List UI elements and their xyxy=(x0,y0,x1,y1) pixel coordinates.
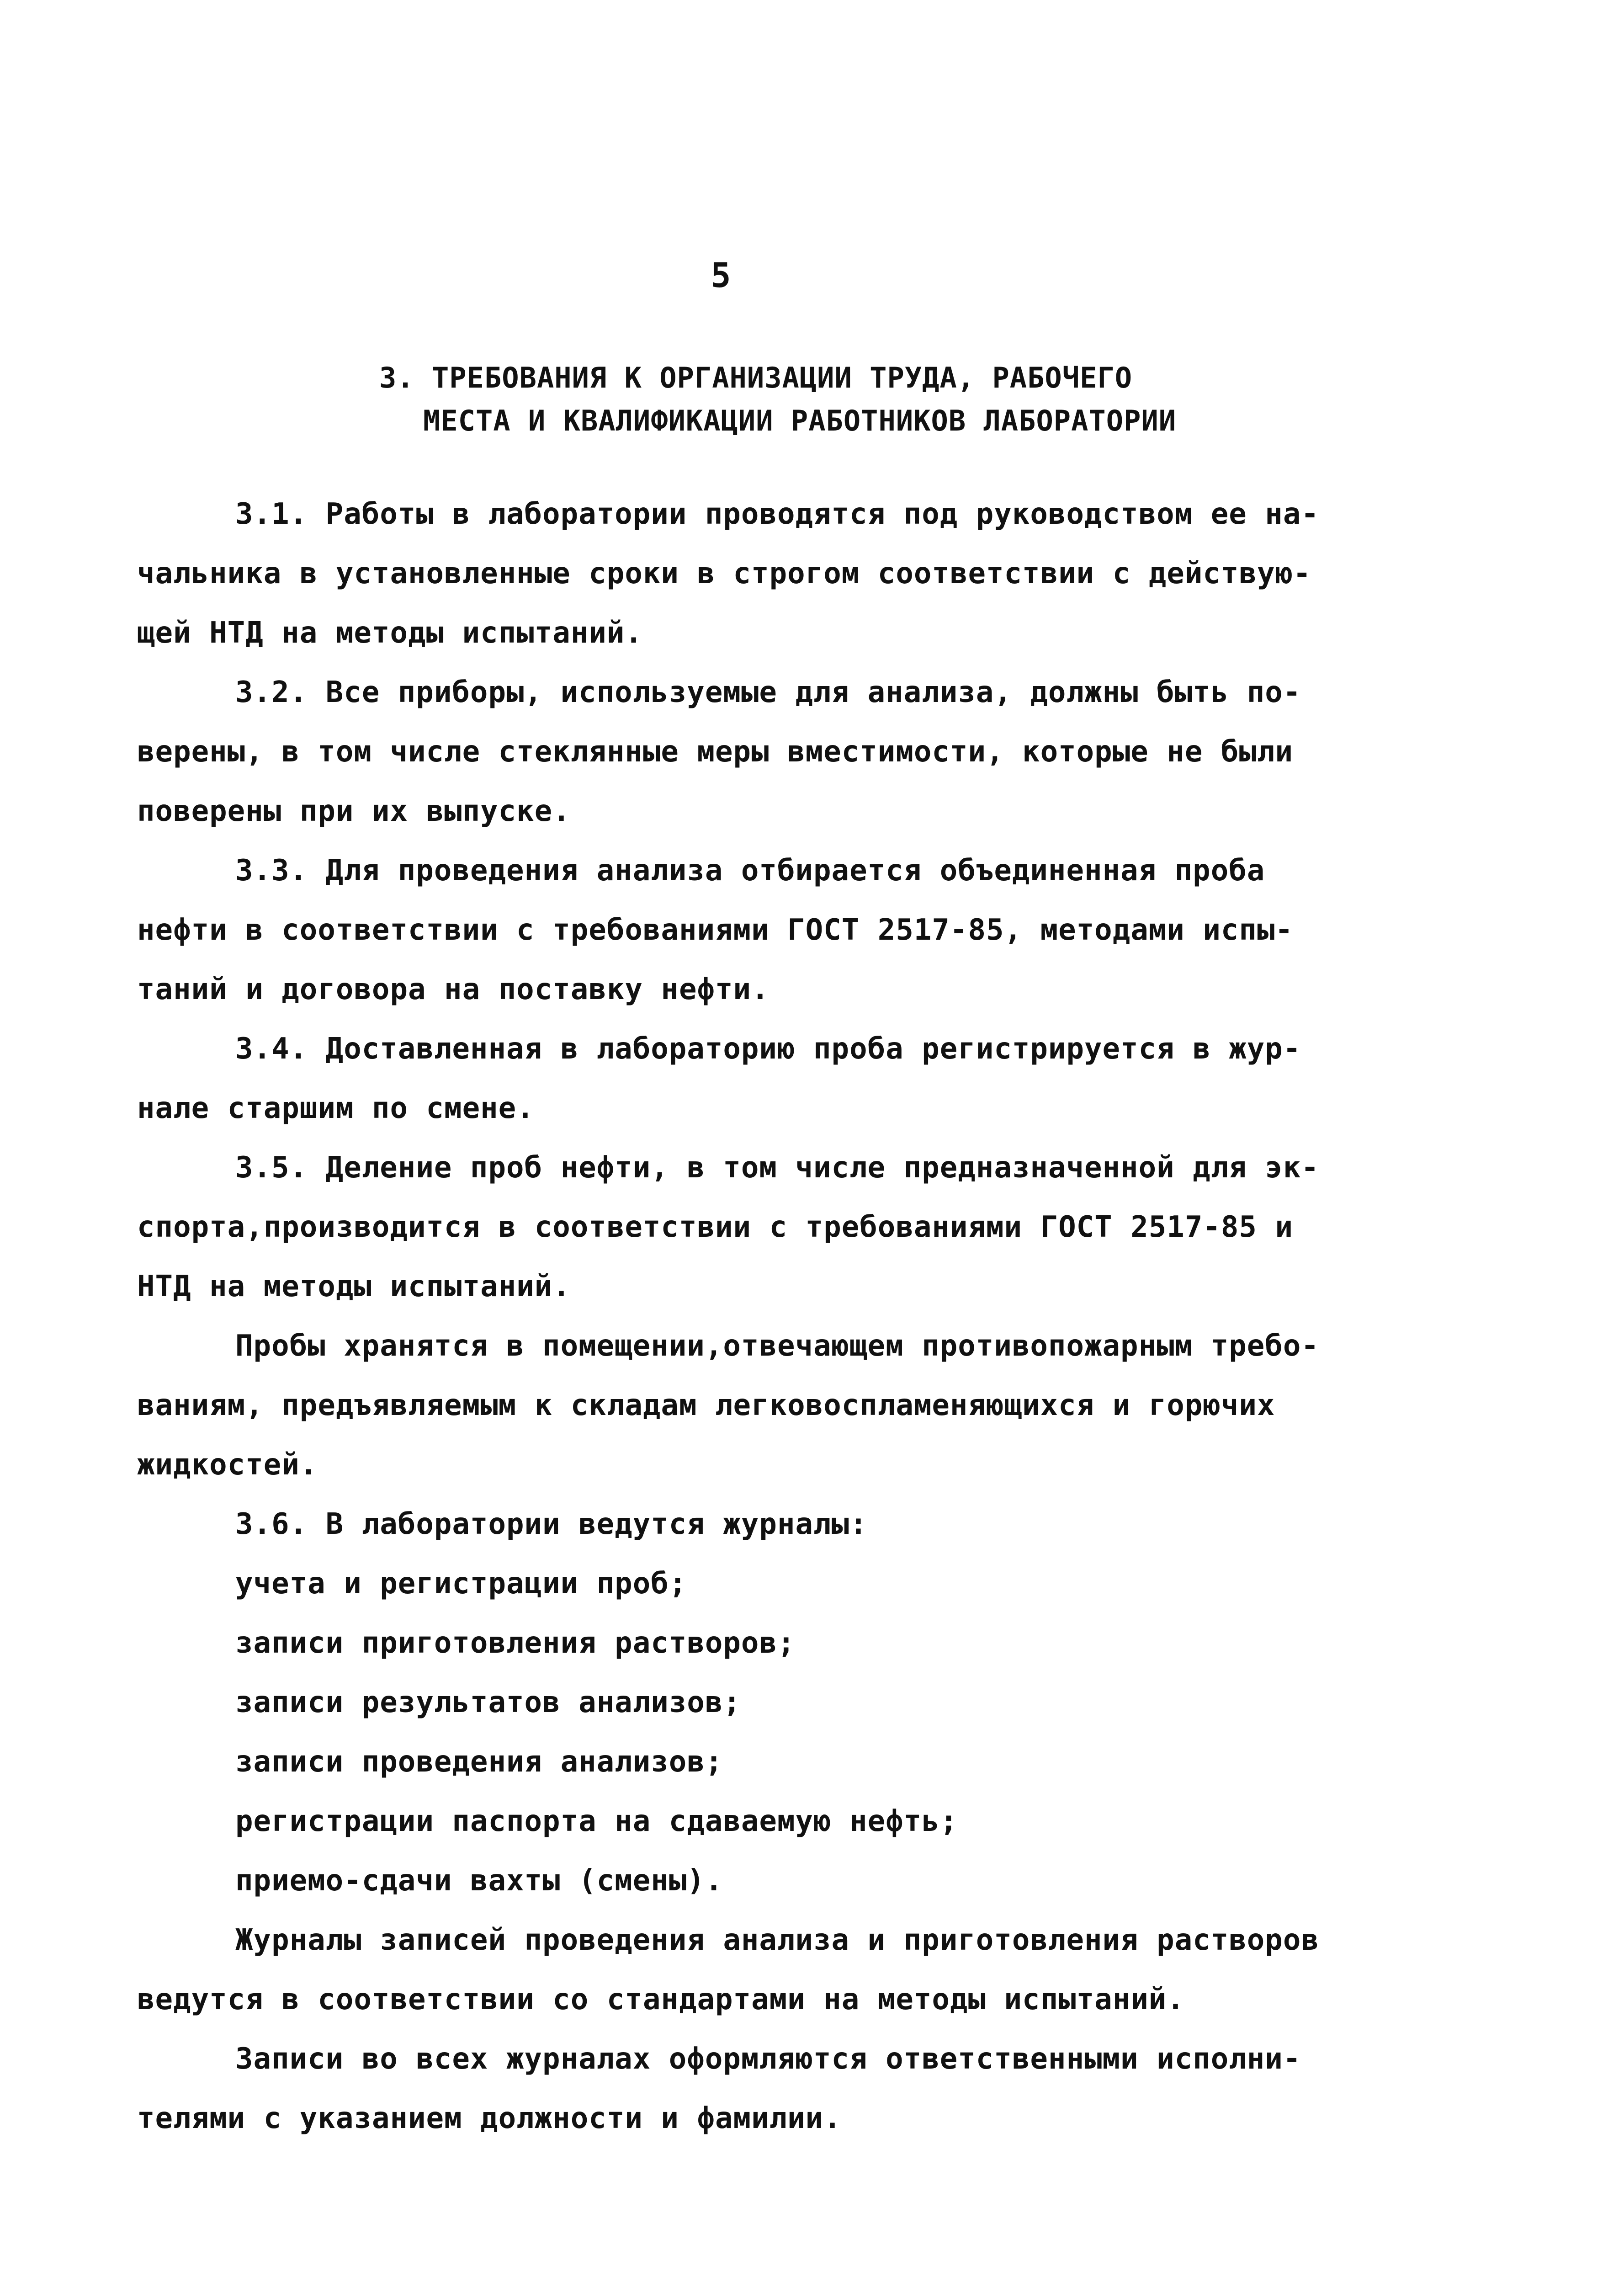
body-text xyxy=(137,484,1325,2148)
journal-list-item: учета и регистрации проб; xyxy=(235,1567,687,1601)
paragraph-3-3-line: таний и договора на поставку нефти. xyxy=(137,973,770,1006)
paragraph-storage-line: жидкостей. xyxy=(137,1448,318,1482)
section-heading xyxy=(379,356,1293,442)
paragraph-3-5-line: НТД на методы испытаний. xyxy=(137,1270,571,1303)
paragraph-3-2-line: поверены при их выпуске. xyxy=(137,794,571,828)
paragraph-3-4-line: 3.4. Доставленная в лабораторию проба регистрируется в жур- xyxy=(235,1032,1301,1066)
paragraph-3-1-line: чальника в установленные сроки в строгом соответствии с действую- xyxy=(137,557,1311,591)
paragraph-3-3-line: нефти в соответствии с требованиями ГОСТ 2517-85, методами испы- xyxy=(137,913,1293,947)
page-number: 5 xyxy=(711,256,732,295)
paragraph-journals-line: Журналы записей проведения анализа и приготовления растворов xyxy=(235,1923,1319,1957)
paragraph-3-5-line: спорта,производится в соответствии с требованиями ГОСТ 2517-85 и xyxy=(137,1210,1293,1244)
paragraph-journals-line: ведутся в соответствии со стандартами на методы испытаний. xyxy=(137,1983,1185,2016)
paragraph-3-4-line: нале старшим по смене. xyxy=(137,1091,535,1125)
paragraph-records-line: телями с указанием должности и фамилии. xyxy=(137,2101,842,2135)
paragraph-3-2-line: 3.2. Все приборы, используемые для анализа, должны быть по- xyxy=(235,676,1301,709)
paragraph-3-6-line: 3.6. В лаборатории ведутся журналы: xyxy=(235,1507,868,1541)
journal-list-item: записи проведения анализов; xyxy=(235,1745,723,1779)
section-heading-line-2: МЕСТА И КВАЛИФИКАЦИИ РАБОТНИКОВ ЛАБОРАТОРИИ xyxy=(423,404,1177,437)
paragraph-3-1-line: щей НТД на методы испытаний. xyxy=(137,616,643,650)
paragraph-storage-line: ваниям, предъявляемым к складам легковоспламеняющихся и горючих xyxy=(137,1389,1275,1422)
paragraph-records-line: Записи во всех журналах оформляются ответственными исполни- xyxy=(235,2042,1301,2076)
journal-list-item: регистрации паспорта на сдаваемую нефть; xyxy=(235,1804,958,1838)
journal-list-item: записи приготовления растворов; xyxy=(235,1626,796,1660)
section-heading-line-1: 3. ТРЕБОВАНИЯ К ОРГАНИЗАЦИИ ТРУДА, РАБОЧЕГО xyxy=(379,361,1133,394)
paragraph-3-2-line: верены, в том числе стеклянные меры вместимости, которые не были xyxy=(137,735,1293,769)
journal-list-item: приемо-сдачи вахты (смены). xyxy=(235,1864,723,1898)
paragraph-3-5-line: 3.5. Деление проб нефти, в том числе предназначенной для эк- xyxy=(235,1151,1319,1185)
paragraph-3-1-line: 3.1. Работы в лаборатории проводятся под руководством ее на- xyxy=(235,497,1319,531)
paragraph-storage-line: Пробы хранятся в помещении,отвечающем противопожарным требо- xyxy=(235,1329,1319,1363)
paragraph-3-3-line: 3.3. Для проведения анализа отбирается объединенная проба xyxy=(235,854,1265,888)
journal-list-item: записи результатов анализов; xyxy=(235,1686,741,1719)
